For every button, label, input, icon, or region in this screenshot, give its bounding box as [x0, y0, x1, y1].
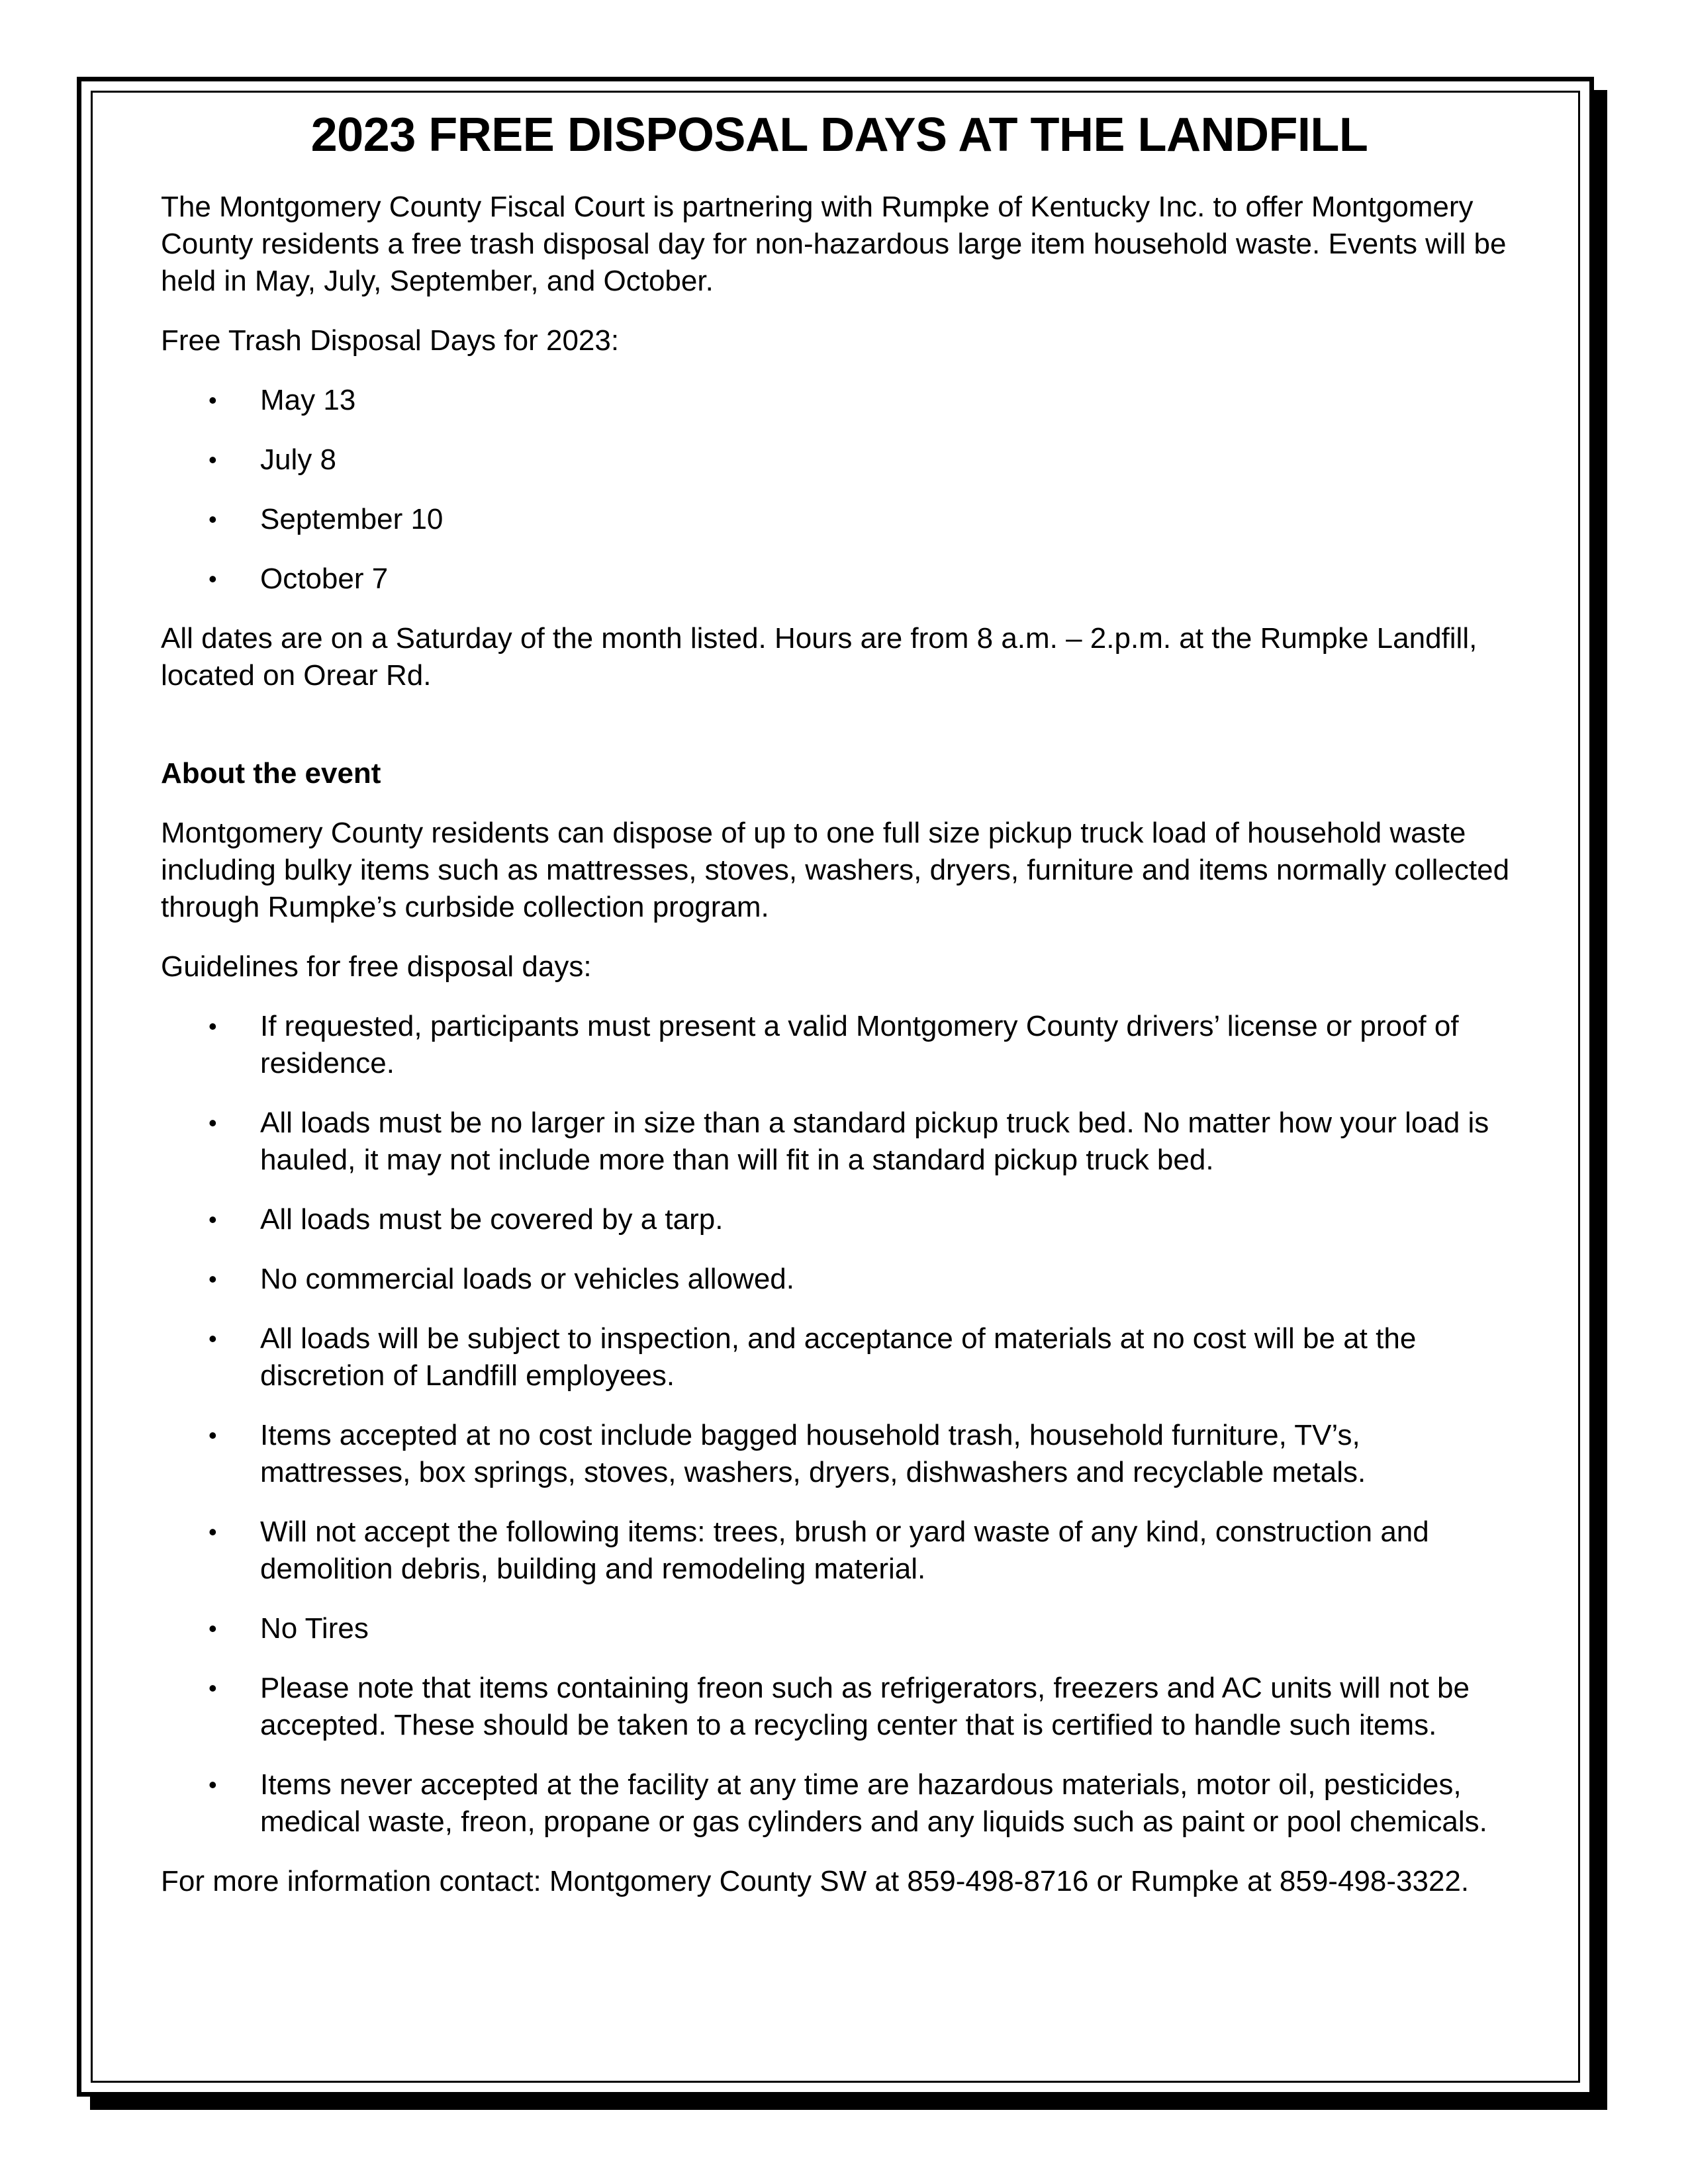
dates-note: All dates are on a Saturday of the month listed. Hours are from 8 a.m. – 2.p.m. at the Rumpke Landfill, located on Orear Rd.	[161, 622, 1477, 692]
guidelines-heading: Guidelines for free disposal days:	[161, 950, 592, 983]
guideline-item: • All loads must be no larger in size than a standard pickup truck bed. No matter how your load is hauled, it may not include more than will fit in a standard pickup truck bed.	[161, 1105, 1518, 1179]
dates-list	[161, 382, 1518, 598]
date-item: • October 7	[161, 561, 1518, 598]
document-frame	[77, 77, 1594, 2097]
bullet-icon: •	[209, 1206, 217, 1233]
guideline-item: • All loads must be covered by a tarp.	[161, 1201, 1518, 1238]
bullet-icon: •	[209, 1422, 217, 1449]
bullet-icon: •	[209, 1771, 217, 1798]
bullet-icon: •	[209, 565, 217, 592]
dates-heading: Free Trash Disposal Days for 2023:	[161, 324, 620, 357]
spacer	[161, 717, 1518, 755]
guideline-item: • Will not accept the following items: trees, brush or yard waste of any kind, construction and demolition debris, building and remodeling material.	[161, 1514, 1518, 1588]
bullet-icon: •	[209, 1674, 217, 1702]
guidelines-list	[161, 1008, 1518, 1841]
bullet-icon: •	[209, 446, 217, 473]
bullet-icon: •	[209, 1265, 217, 1293]
date-item: • May 13	[161, 382, 1518, 419]
bullet-icon: •	[209, 1013, 217, 1040]
guideline-item: • No commercial loads or vehicles allowed.	[161, 1261, 1518, 1298]
guideline-item: • If requested, participants must present a valid Montgomery County drivers’ license or proof of residence.	[161, 1008, 1518, 1082]
intro-paragraph: The Montgomery County Fiscal Court is partnering with Rumpke of Kentucky Inc. to offer Montgomery County residents a free trash disposal day for non-hazardous large item household waste. Events will be held in May, July, September, and October.	[161, 191, 1507, 297]
about-heading: About the event	[161, 757, 381, 790]
guideline-item: • No Tires	[161, 1610, 1518, 1647]
guideline-item: • Items accepted at no cost include bagged household trash, household furniture, TV’s, mattresses, box springs, stoves, washers, dryers, dishwashers and recyclable metals.	[161, 1417, 1518, 1491]
guideline-item: • Items never accepted at the facility at any time are hazardous materials, motor oil, pesticides, medical waste, freon, propane or gas cylinders and any liquids such as paint or pool chemicals.	[161, 1766, 1518, 1841]
guideline-item: • Please note that items containing freon such as refrigerators, freezers and AC units will not be accepted. These should be taken to a recycling center that is certified to handle such items.	[161, 1670, 1518, 1744]
bullet-icon: •	[209, 1518, 217, 1545]
page-title: 2023 FREE DISPOSAL DAYS AT THE LANDFILL	[310, 109, 1368, 161]
bullet-icon: •	[209, 387, 217, 414]
bullet-icon: •	[209, 1109, 217, 1136]
bullet-icon: •	[209, 506, 217, 533]
bullet-icon: •	[209, 1325, 217, 1352]
about-paragraph: Montgomery County residents can dispose of up to one full size pickup truck load of household waste including bulky items such as mattresses, stoves, washers, dryers, furniture and items normally collected through Rumpke’s curbside collection program.	[161, 817, 1510, 923]
date-item: • September 10	[161, 501, 1518, 538]
bullet-icon: •	[209, 1615, 217, 1642]
document-content	[161, 108, 1518, 1923]
date-item: • July 8	[161, 441, 1518, 478]
guideline-item: • All loads will be subject to inspection, and acceptance of materials at no cost will be at the discretion of Landfill employees.	[161, 1320, 1518, 1394]
contact-line: For more information contact: Montgomery County SW at 859-498-8716 or Rumpke at 859-498-3322.	[161, 1865, 1470, 1897]
